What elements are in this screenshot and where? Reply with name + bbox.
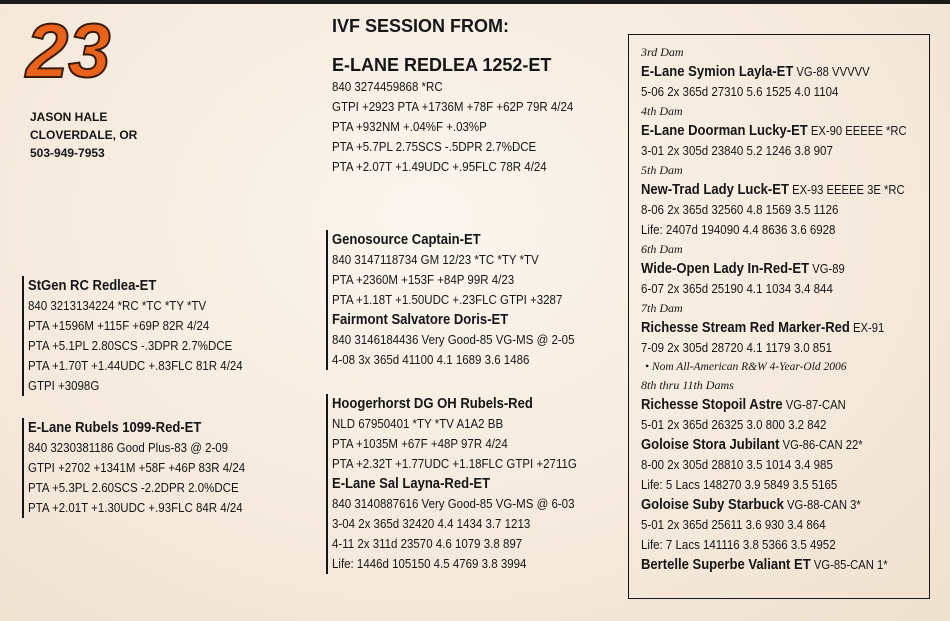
dam-line: PTA +2.01T +1.30UDC +.93FLC 84R 4/24 [28,501,243,515]
dam-entry-name: Richesse Stopoil Astre VG-87-CAN [641,397,846,413]
session-line: 840 3274459868 *RC [332,80,443,94]
dam-entry-record: 8-00 2x 305d 28810 3.5 1014 3.4 985 [641,458,833,472]
dam-entry-record: 7-09 2x 305d 28720 4.1 1179 3.0 851 [641,341,832,355]
dam-of-sire-line: 840 3146184436 Very Good-85 VG-MS @ 2-05 [332,333,575,347]
dam-of-dam-line: 4-11 2x 311d 23570 4.6 1079 3.8 897 [332,537,523,551]
dam-entry-record: Life: 2407d 194090 4.4 8636 3.6 6928 [641,223,836,237]
sire-line: PTA +1596M +115F +69P 82R 4/24 [28,319,210,333]
dam-entry-record: 8-06 2x 365d 32560 4.8 1569 3.5 1126 [641,203,839,217]
dam-entry [641,43,919,102]
session-line: PTA +5.7PL 2.75SCS -.5DPR 2.7%DCE [332,140,537,154]
dam-generation-label: 5th Dam [641,163,683,177]
dam-of-sire-line: 4-08 3x 365d 41100 4.1 1689 3.6 1486 [332,353,530,367]
sire-name: StGen RC Redlea-ET [28,278,157,294]
sire-of-dam-line: PTA +1035M +67F +48P 97R 4/24 [332,437,508,451]
dam-entry-note: • Nom All-American R&W 4-Year-Old 2006 [645,361,847,373]
consignor-phone: 503-949-7953 [30,146,105,160]
dam-of-sire-name: Fairmont Salvatore Doris-ET [332,312,509,328]
dam-entry-record: 6-07 2x 365d 25190 4.1 1034 3.4 844 [641,282,833,296]
sire-line: 840 3213134224 *RC *TC *TY *TV [28,299,207,313]
sire-of-sire-line: 840 3147118734 GM 12/23 *TC *TY *TV [332,253,539,267]
dam-entry-record: 5-01 2x 365d 26325 3.0 800 3.2 842 [641,418,827,432]
consignor-info [30,108,137,162]
dam-entry-classification: VG-88-CAN 3* [783,498,861,512]
dam-entry-classification: EX-90 EEEEE *RC [807,124,907,138]
dam-line: GTPI +2702 +1341M +58F +46P 83R 4/24 [28,461,246,475]
dam-entry-classification: VG-88 VVVVV [793,65,870,79]
sire-of-sire-line: PTA +1.18T +1.50UDC +.23FLC GTPI +3287 [332,293,563,307]
dam-block [22,418,264,518]
sire-of-dam-line: PTA +2.32T +1.77UDC +1.18FLC GTPI +2711G [332,457,577,471]
dam-entry-classification: VG-86-CAN 22* [779,438,863,452]
top-border [0,0,950,4]
dam-of-dam-line: 840 3140887616 Very Good-85 VG-MS @ 6-03 [332,497,575,511]
sire-of-dam-block [326,394,598,574]
dam-entry-name: New-Trad Lady Luck-ET EX-93 EEEEE 3E *RC [641,182,905,198]
dam-entry [641,299,919,376]
session-block [332,14,594,177]
dam-entry-record: Life: 5 Lacs 148270 3.9 5849 3.5 5165 [641,478,838,492]
sire-line: GTPI +3098G [28,379,100,393]
session-line: PTA +932NM +.04%F +.03%P [332,120,487,134]
dam-entry-record: 5-06 2x 365d 27310 5.6 1525 4.0 1104 [641,85,839,99]
session-line: GTPI +2923 PTA +1736M +78F +62P 79R 4/24 [332,100,574,114]
session-animal-name: E-LANE REDLEA 1252-ET [332,55,552,75]
dam-entry-record: 3-01 2x 305d 23840 5.2 1246 3.8 907 [641,144,833,158]
sire-of-sire-name: Genosource Captain-ET [332,232,481,248]
dam-entry-name: Goloise Stora Jubilant VG-86-CAN 22* [641,437,863,453]
dam-of-dam-name: E-Lane Sal Layna-Red-ET [332,476,491,492]
dam-name: E-Lane Rubels 1099-Red-ET [28,420,202,436]
dam-entry [641,555,919,575]
maternal-line-box [628,34,930,599]
dam-entry [641,435,919,495]
consignor-name: JASON HALE [30,110,108,124]
sire-of-dam-name: Hoogerhorst DG OH Rubels-Red [332,396,533,412]
dam-entry-classification: VG-89 [809,262,845,276]
dam-entry-name: Goloise Suby Starbuck VG-88-CAN 3* [641,497,861,513]
dam-entry-classification: VG-85-CAN 1* [810,558,888,572]
consignor-location: CLOVERDALE, OR [30,128,138,142]
dam-line: 840 3230381186 Good Plus-83 @ 2-09 [28,441,229,455]
session-lines [332,77,594,177]
dam-entry-name: E-Lane Doorman Lucky-ET EX-90 EEEEE *RC [641,123,907,139]
dam-generation-label: 6th Dam [641,242,683,256]
lot-number: 23 [26,9,111,94]
dam-entry-name: Bertelle Superbe Valiant ET VG-85-CAN 1* [641,557,888,573]
dam-entry [641,495,919,555]
dam-generation-label: 7th Dam [641,301,683,315]
sire-of-dam-line: NLD 67950401 *TY *TV A1A2 BB [332,417,504,431]
sire-of-sire-line: PTA +2360M +153F +84P 99R 4/23 [332,273,515,287]
dam-entry-record: 5-01 2x 365d 25611 3.6 930 3.4 864 [641,518,826,532]
dam-of-dam-line: 3-04 2x 365d 32420 4.4 1434 3.7 1213 [332,517,531,531]
dam-generation-label: 4th Dam [641,104,683,118]
dam-entry [641,240,919,299]
dam-entry-classification: EX-91 [849,321,885,335]
dam-entry-classification: VG-87-CAN [782,398,846,412]
sire-line: PTA +5.1PL 2.80SCS -.3DPR 2.7%DCE [28,339,233,353]
dam-entry-classification: EX-93 EEEEE 3E *RC [788,183,905,197]
sire-block [22,276,261,396]
dam-entry [641,376,919,435]
session-line: PTA +2.07T +1.49UDC +.95FLC 78R 4/24 [332,160,547,174]
session-heading: IVF SESSION FROM: [332,16,510,36]
dam-generation-label: 3rd Dam [641,45,684,59]
dam-entry-name: Wide-Open Lady In-Red-ET VG-89 [641,261,845,277]
dam-entry [641,161,919,240]
dam-entry-name: Richesse Stream Red Marker-Red EX-91 [641,320,885,336]
sire-of-sire-block [326,230,596,370]
dam-of-dam-line: Life: 1446d 105150 4.5 4769 3.8 3994 [332,557,527,571]
dam-entry-record: Life: 7 Lacs 141116 3.8 5366 3.5 4952 [641,538,836,552]
dam-line: PTA +5.3PL 2.60SCS -2.2DPR 2.0%DCE [28,481,239,495]
dam-entry-name: E-Lane Symion Layla-ET VG-88 VVVVV [641,64,870,80]
sire-line: PTA +1.70T +1.44UDC +.83FLC 81R 4/24 [28,359,243,373]
dam-generation-label: 8th thru 11th Dams [641,378,734,392]
dam-entry [641,102,919,161]
